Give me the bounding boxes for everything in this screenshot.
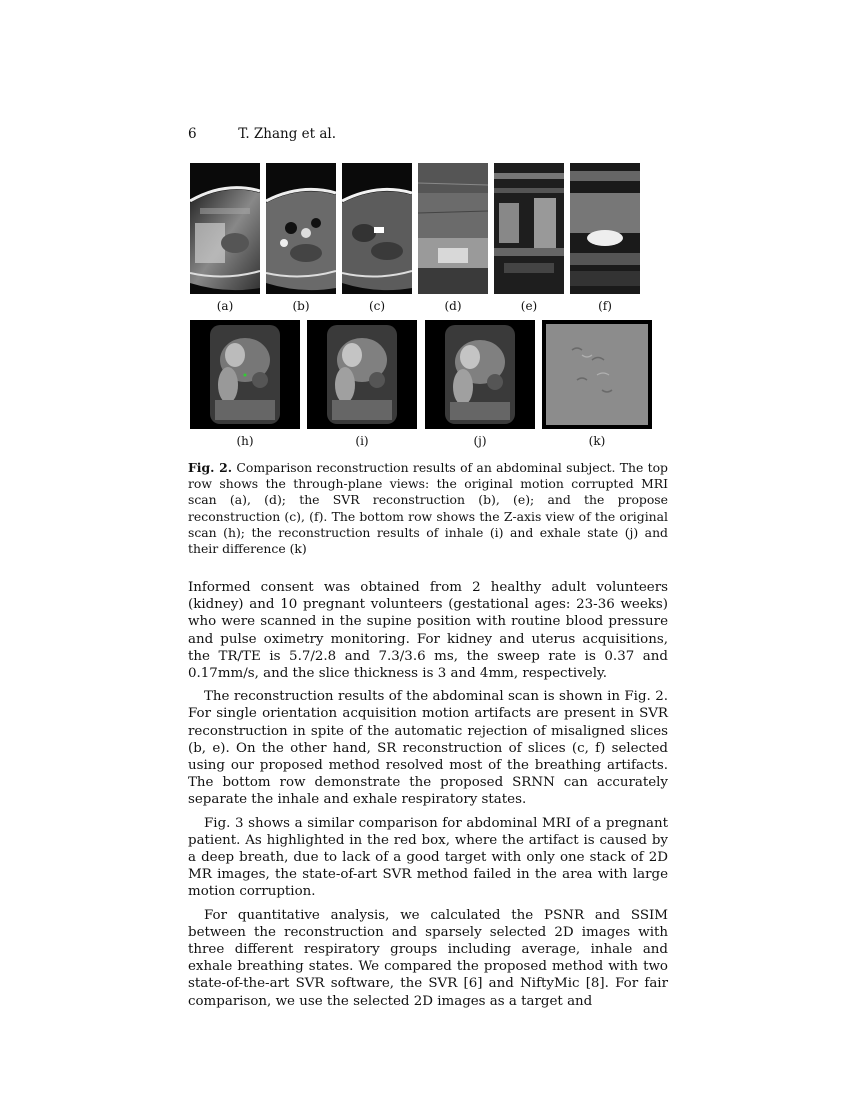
paragraph-4: For quantitative analysis, we calculated the PSNR and SSIM between the reconstruction and sparsely selected 2D images with three different respiratory groups including average, inhale and exhale breathing states. We compared the proposed method with two state-of-the-art SVR software, the SVR [6] and NiftyMic [8]. For fair comparison, we use the selected 2D images as a target and (188, 907, 668, 1009)
panel-k-image (542, 320, 652, 429)
panel-j-label: (j) (473, 434, 487, 448)
panel-a-label: (a) (216, 299, 234, 313)
paragraph-3: Fig. 3 shows a similar comparison for abdominal MRI of a pregnant patient. As highlighted in the red box, where the artifact is caused by a deep breath, due to lack of a good target with only one stack of 2D MR images, the state-of-art SVR method failed in the area with large motion corruption. (188, 815, 668, 900)
panel-f-label: (f) (598, 299, 612, 313)
running-header (188, 126, 336, 142)
panel-i-label: (i) (355, 434, 369, 448)
panel-c-label: (c) (368, 299, 386, 313)
panel-d-image (418, 163, 488, 294)
running-authors: T. Zhang et al. (238, 126, 337, 142)
paragraph-1: Informed consent was obtained from 2 healthy adult volunteers (kidney) and 10 pregnant volunteers (gestational ages: 23-36 weeks) who were scanned in the supine position with routine blood pressure and pulse oximetry monitoring. For kidney and uterus acquisitions, the TR/TE is 5.7/2.8 and 7.3/3.6 ms, the sweep rate is 0.37 and 0.17mm/s, and the slice thickness is 3 and 4mm, respectively. (188, 580, 668, 682)
panel-j-image (425, 320, 535, 429)
panel-e-image (494, 163, 564, 294)
panel-a-image (190, 163, 260, 294)
caption-text: Comparison reconstruction results of an abdominal subject. The top row shows the through-plane views: the original motion corrupted MRI scan (a), (d); the SVR reconstruction (b), (e); and the propose reconstruction (c), (f). The bottom row shows the Z-axis view of the original scan (h); the reconstruction results of inhale (i) and exhale state (j) and their difference (k) (188, 460, 668, 557)
paragraph-2: The reconstruction results of the abdominal scan is shown in Fig. 2. For single orientation acquisition motion artifacts are present in SVR reconstruction in spite of the automatic rejection of misaligned slices (b, e). On the other hand, SR reconstruction of slices (c, f) selected using our proposed method resolved most of the breathing artifacts. The bottom row demonstrate the proposed SRNN can accurately separate the inhale and exhale respiratory states. (188, 689, 668, 808)
page-number: 6 (188, 126, 197, 142)
panel-k-label: (k) (588, 434, 606, 448)
panel-i-image (307, 320, 417, 429)
caption-label: Fig. 2. (188, 460, 233, 475)
panel-h-label: (h) (236, 434, 254, 448)
panel-e-label: (e) (520, 299, 538, 313)
panel-h-image (190, 320, 300, 429)
panel-c-image (342, 163, 412, 294)
figure-caption (188, 460, 668, 557)
panel-d-label: (d) (444, 299, 462, 313)
panel-b-label: (b) (292, 299, 310, 313)
body-text (188, 579, 668, 1016)
panel-b-image (266, 163, 336, 294)
panel-f-image (570, 163, 640, 294)
